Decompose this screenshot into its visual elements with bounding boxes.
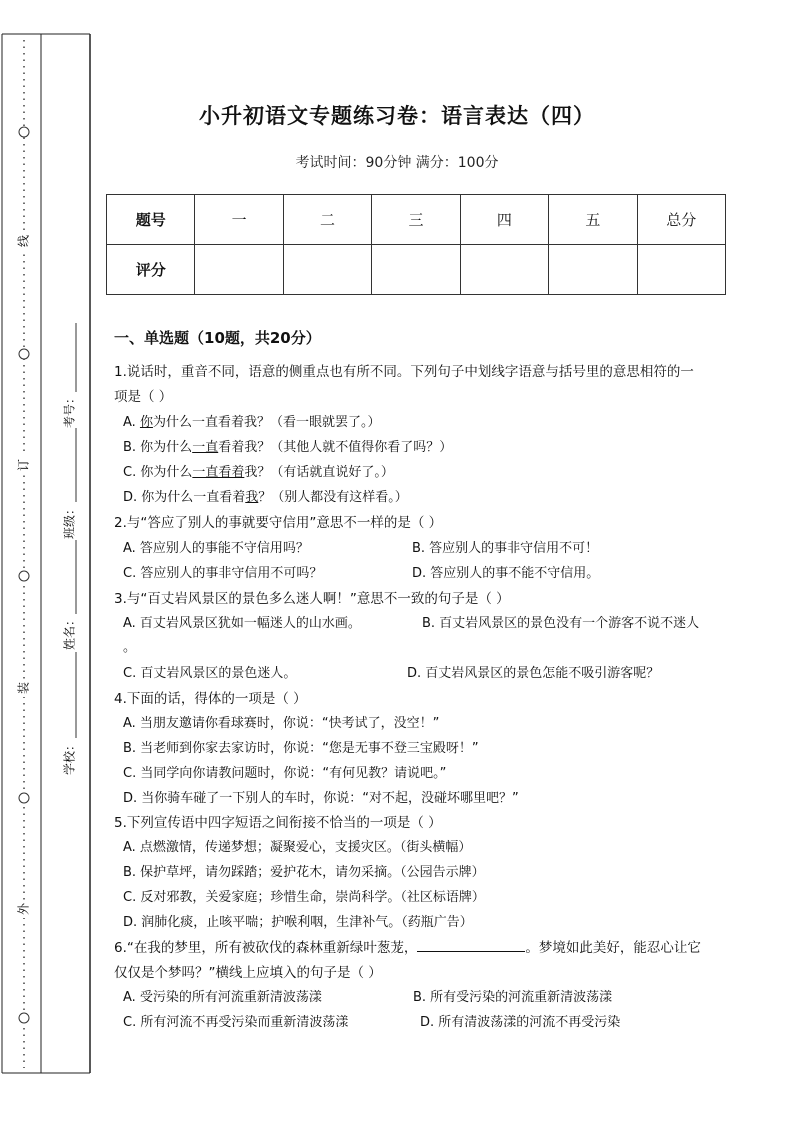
binding-mark-line: 线 bbox=[16, 234, 31, 248]
question-5-option-a[interactable]: A. 点燃激情，传递梦想；凝聚爱心，支援灾区。（街头横幅） bbox=[123, 840, 472, 855]
question-2-option-a[interactable]: A. 答应别人的事能不守信用吗？ bbox=[123, 541, 309, 556]
question-1-stem-cont: 项是（ ） bbox=[114, 389, 173, 405]
option-text: B. 你为什么 bbox=[123, 440, 193, 455]
score-cell-total[interactable] bbox=[637, 245, 725, 295]
option-text: ？（别人都没有这样看。） bbox=[258, 490, 408, 505]
question-4-option-d[interactable]: D. 当你骑车碰了一下别人的车时，你说：“对不起，没碰坏哪里吧？” bbox=[123, 791, 519, 806]
binding-mark-bind: 装 bbox=[16, 681, 31, 695]
question-3-option-b[interactable]: B. 百丈岩风景区的景色没有一个游客不说不迷人 bbox=[422, 616, 700, 631]
question-1-stem: 1.说话时，重音不同，语意的侧重点也有所不同。下列句子中划线字语意与括号里的意思相符的一 bbox=[114, 364, 694, 380]
score-cell-part-1[interactable] bbox=[195, 245, 283, 295]
question-4-option-b[interactable]: B. 当老师到你家去家访时，你说：“您是无事不登三宝殿呀！” bbox=[123, 741, 479, 756]
question-3-option-d[interactable]: D. 百丈岩风景区的景色怎能不吸引游客呢？ bbox=[407, 666, 660, 681]
score-row-label: 评分 bbox=[107, 245, 195, 295]
underlined-text: 我 bbox=[245, 490, 259, 505]
question-6-option-a[interactable]: A. 受污染的所有河流重新清波荡漾 bbox=[123, 990, 322, 1005]
score-header-part-2: 二 bbox=[283, 195, 371, 245]
question-3-option-a[interactable]: A. 百丈岩风景区犹如一幅迷人的山水画。 bbox=[123, 616, 361, 631]
question-3-stem: 3.与“百丈岩风景区的景色多么迷人啊！”意思不一致的句子是（ ） bbox=[114, 591, 510, 607]
underlined-text: 一直看着 bbox=[192, 465, 245, 480]
question-1-option-a[interactable] bbox=[123, 411, 380, 430]
score-cell-part-4[interactable] bbox=[460, 245, 548, 295]
score-header-part-4: 四 bbox=[460, 195, 548, 245]
question-1-option-c[interactable] bbox=[123, 461, 394, 480]
score-cell-part-5[interactable] bbox=[549, 245, 637, 295]
field-name-label: 姓名： bbox=[62, 613, 77, 651]
score-table-header-row bbox=[107, 195, 726, 245]
score-header-part-3: 三 bbox=[372, 195, 460, 245]
score-table-score-row bbox=[107, 245, 726, 295]
option-text: 看着我？（其他人就不值得你看了吗？） bbox=[218, 440, 453, 455]
field-school-label: 学校： bbox=[62, 738, 77, 776]
question-3-option-c[interactable]: C. 百丈岩风景区的景色迷人。 bbox=[123, 666, 297, 681]
section-title: 一、单选题（10题，共20分） bbox=[114, 329, 321, 347]
option-text: D. 你为什么一直看着 bbox=[123, 490, 246, 505]
question-4-option-a[interactable]: A. 当朋友邀请你看球赛时，你说：“快考试了，没空！” bbox=[123, 716, 440, 731]
question-3-option-b-tail: 。 bbox=[123, 640, 137, 655]
question-2-option-d[interactable]: D. 答应别人的事不能不守信用。 bbox=[412, 566, 600, 581]
question-6-stem-part2: 。梦境如此美好，能忍心让它 bbox=[525, 940, 701, 956]
score-header-question-no: 题号 bbox=[107, 195, 195, 245]
question-5-option-d[interactable]: D. 润肺化痰，止咳平喘；护喉利咽，生津补气。（药瓶广告） bbox=[123, 915, 473, 930]
question-1-option-b[interactable] bbox=[123, 436, 452, 455]
underlined-text: 你 bbox=[139, 415, 153, 430]
question-5-option-c[interactable]: C. 反对邪教，关爱家庭；珍惜生命，崇尚科学。（社区标语牌） bbox=[123, 890, 485, 905]
question-5-option-b[interactable]: B. 保护草坪，请勿踩踏；爱护花木，请勿采摘。（公园告示牌） bbox=[123, 865, 485, 880]
question-2-option-c[interactable]: C. 答应别人的事非守信用不可吗？ bbox=[123, 566, 323, 581]
score-header-part-1: 一 bbox=[195, 195, 283, 245]
option-text: C. 你为什么 bbox=[123, 465, 193, 480]
option-text: 为什么一直看着我？（看一眼就罢了。） bbox=[152, 415, 381, 430]
field-class-label: 班级： bbox=[62, 502, 77, 540]
question-6-stem bbox=[114, 936, 701, 956]
field-exam-number-label: 考号： bbox=[62, 391, 77, 429]
question-2-option-b[interactable]: B. 答应别人的事非守信用不可！ bbox=[412, 541, 599, 556]
score-cell-part-3[interactable] bbox=[372, 245, 460, 295]
score-header-total: 总分 bbox=[637, 195, 725, 245]
question-6-option-b[interactable]: B. 所有受污染的河流重新清波荡漾 bbox=[413, 990, 613, 1005]
page-title: 小升初语文专题练习卷：语言表达（四） bbox=[199, 103, 595, 128]
question-1-option-d[interactable] bbox=[123, 486, 408, 505]
fill-in-blank[interactable] bbox=[417, 939, 525, 952]
score-header-part-5: 五 bbox=[549, 195, 637, 245]
question-6-option-c[interactable]: C. 所有河流不再受污染而重新清波荡漾 bbox=[123, 1015, 349, 1030]
question-4-option-c[interactable]: C. 当同学向你请教问题时，你说：“有何见教？请说吧。” bbox=[123, 766, 447, 781]
question-4-stem: 4.下面的话，得体的一项是（ ） bbox=[114, 691, 307, 707]
exam-info: 考试时间：90分钟 满分：100分 bbox=[295, 155, 499, 171]
binding-mark-order: 订 bbox=[16, 458, 31, 472]
option-text: 我？（有话就直说好了。） bbox=[244, 465, 394, 480]
underlined-text: 一直 bbox=[192, 440, 219, 455]
question-6-stem-part1: 6.“在我的梦里，所有被砍伐的森林重新绿叶葱茏， bbox=[114, 940, 418, 956]
binding-mark-outer: 外 bbox=[16, 902, 31, 916]
question-6-option-d[interactable]: D. 所有清波荡漾的河流不再受污染 bbox=[420, 1015, 621, 1030]
score-cell-part-2[interactable] bbox=[283, 245, 371, 295]
option-text: A. bbox=[123, 415, 140, 430]
question-5-stem: 5.下列宣传语中四字短语之间衔接不恰当的一项是（ ） bbox=[114, 815, 442, 831]
question-6-stem-cont: 仅仅是个梦吗？”横线上应填入的句子是（ ） bbox=[114, 965, 382, 981]
question-2-stem: 2.与“答应了别人的事就要守信用”意思不一样的是（ ） bbox=[114, 515, 443, 531]
score-table bbox=[106, 194, 726, 295]
